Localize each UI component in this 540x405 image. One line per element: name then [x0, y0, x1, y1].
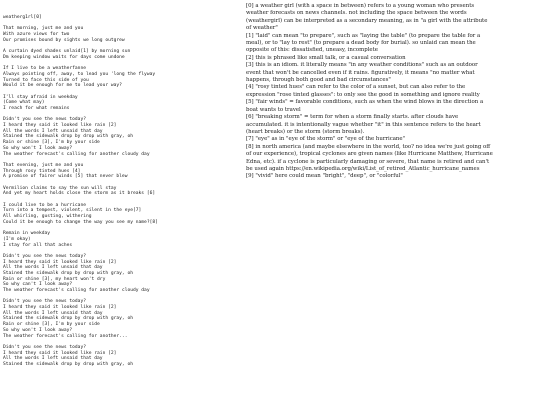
- lyric-line: A promise of fairer winds [5] that never blew: [3, 174, 128, 180]
- lyric-line: Didn't you see the news today?: [3, 299, 86, 305]
- lyric-line: All the words I left unsaid that day: [3, 310, 103, 316]
- lyric-line: Rain or shine [3], I'm by your side: [3, 140, 100, 146]
- lyric-line: That evening, just me and you: [3, 162, 84, 168]
- footnote: [8] in north america (and maybe elsewhere in the world, too? no idea we're just going off of our experience), tropical cyclones are given names (like Hurricane Matthew, Hurricane Edna, etc). if a cyclone is particularly damaging or severe, that name is retired and can't be used again https://en.wikipedia.org/wiki/List_of_retired_Atlantic_hurricane_names: [246, 143, 493, 172]
- lyric-line: All the words I left unsaid that day: [3, 265, 103, 271]
- lyric-line: I'll stay afraid in weekday: [3, 94, 78, 100]
- lyric-line: Turn into a tempest, violent, silent in the eye[7]: [3, 208, 142, 214]
- lyric-line: Stained the sidewalk drop by drop with gray, oh: [3, 361, 133, 367]
- lyric-line: (Come what may): [3, 100, 45, 106]
- footnote: [5] "fair winds" = favorable conditions, such as when the wind blows in the direction a boat wants to travel: [246, 99, 484, 113]
- lyric-line: With azure views for two: [3, 32, 70, 38]
- lyric-line: Stained the sidewalk drop by drop with gray, oh: [3, 270, 133, 276]
- footnote: [0] a weather girl (with a space in between) refers to a young woman who presents weather forecasts on news channels. not including the space between the words (weathergirl) can be interpreted as a secondary meaning, as in "a girl with the attribute of weather": [246, 3, 488, 32]
- lyric-line: All whirling, gusting, withering: [3, 214, 92, 220]
- footnote: [6] "breaking storm" = term for when a storm finally starts. after clouds have accumulated. it is intentionally vague whether "it" in this sentence refers to the heart (heart breaks) or the storm (storm breaks).: [246, 114, 481, 135]
- lyric-line: Rain or shine [3], I'm by your side: [3, 322, 100, 328]
- lyric-line: Turned to face this side of you: [3, 77, 89, 83]
- lyric-line: Remain in weekday: [3, 231, 51, 237]
- lyric-line: Our promises bound by sights we long outgrew: [3, 37, 125, 43]
- lyric-line: Didn't you see the news today?: [3, 344, 86, 350]
- lyric-line: I heard they said it looked like rain [2]: [3, 123, 117, 129]
- lyric-line: The weather forecast's calling for another cloudy day: [3, 288, 150, 293]
- lyric-line: Vermilion claims to say the sun will stay: [3, 185, 117, 191]
- lyric-line: So why can't I look away?: [3, 282, 73, 288]
- lyric-line: I could live to be a hurricane: [3, 202, 86, 208]
- lyric-line: Dm keeping window waits for days come undone: [3, 54, 125, 60]
- lyric-line: The weather forecast's calling for another...: [3, 333, 128, 339]
- lyric-line: Could it be enough to change the way you see my name?[8]: [3, 219, 158, 225]
- lyric-line: Would it be enough for me to lead your way?: [3, 83, 122, 89]
- lyric-line: So why won't I look away?: [3, 145, 73, 151]
- lyric-line: All the words I left unsaid that day: [3, 356, 103, 362]
- lyric-line: Rain or shine [3], my heart won't dry: [3, 276, 106, 282]
- lyric-line: I reach for what remains: [3, 106, 70, 111]
- lyric-line: If I live to be a weatherfanne: [3, 66, 86, 72]
- footnote: [9] "vivid" here could mean "bright", "deep", or "colorful": [246, 173, 403, 180]
- lyric-line: The weather forecast's calling for another cloudy day: [3, 151, 150, 157]
- lyric-line: Stained the sidewalk drop by drop with gray, oh: [3, 316, 133, 322]
- footnotes-column: [246, 3, 494, 181]
- lyric-line: weatherg1rl[0]: [3, 15, 42, 20]
- lyric-line: Didn't you see the news today?: [3, 253, 86, 259]
- lyric-line: I stay for all that aches: [3, 242, 73, 248]
- lyric-line: Stained the sidewalk drop by drop with gray, oh: [3, 134, 133, 140]
- lyric-line: I heard they said it looked like rain [2]: [3, 305, 117, 311]
- lyric-line: Didn't you see the news today?: [3, 117, 86, 123]
- lyrics-column: [3, 15, 235, 368]
- lyric-line: Through rosy tinted hues [4]: [3, 168, 81, 174]
- lyric-line: And yet my heart holds close the storm as it breaks [6]: [3, 191, 156, 197]
- lyric-line: All the words I left unsaid that day: [3, 128, 103, 134]
- lyric-line: (I'm okay): [3, 236, 31, 242]
- footnote: [1] "laid" can mean "to prepare", such as "laying the table" (to prepare the table for a meal), or to "lay to rest" (to prepare a dead body for burial). so unlaid can mean the opposite of this: dissatisfied, uneasy, incomplete: [246, 32, 481, 54]
- lyric-line: That morning, just me and you: [3, 26, 84, 32]
- lyric-line: I heard they said it looked like rain [2]: [3, 350, 117, 356]
- footnote: [3] this is an idiom. it literally means "in any weather conditions" such as an outdoor event that won't be cancelled even if it rains. figuratively, it means "no matter what happens, through both good and bad circumstances": [246, 62, 478, 84]
- lyric-line: Always pointing off, away, to lead you 'long the flyway: [3, 71, 156, 77]
- lyric-line: A curtain dyed shades unlaid[1] by morning sun: [3, 49, 131, 55]
- footnote: [7] "eye" as in "eye of the storm" or "eye of the hurricane": [246, 136, 406, 143]
- lyric-line: So why won't I look away?: [3, 327, 73, 333]
- lyric-line: I heard they said it looked like rain [2]: [3, 259, 117, 265]
- footnote: [4] "rosy tinted hues" can refer to the color of a sunset, but can also refer to the expression "rose tinted glasses": to only see the good in something and ignore reality: [246, 84, 480, 98]
- footnote: [2] this is phrased like small talk, or a casual conversation: [246, 54, 406, 61]
